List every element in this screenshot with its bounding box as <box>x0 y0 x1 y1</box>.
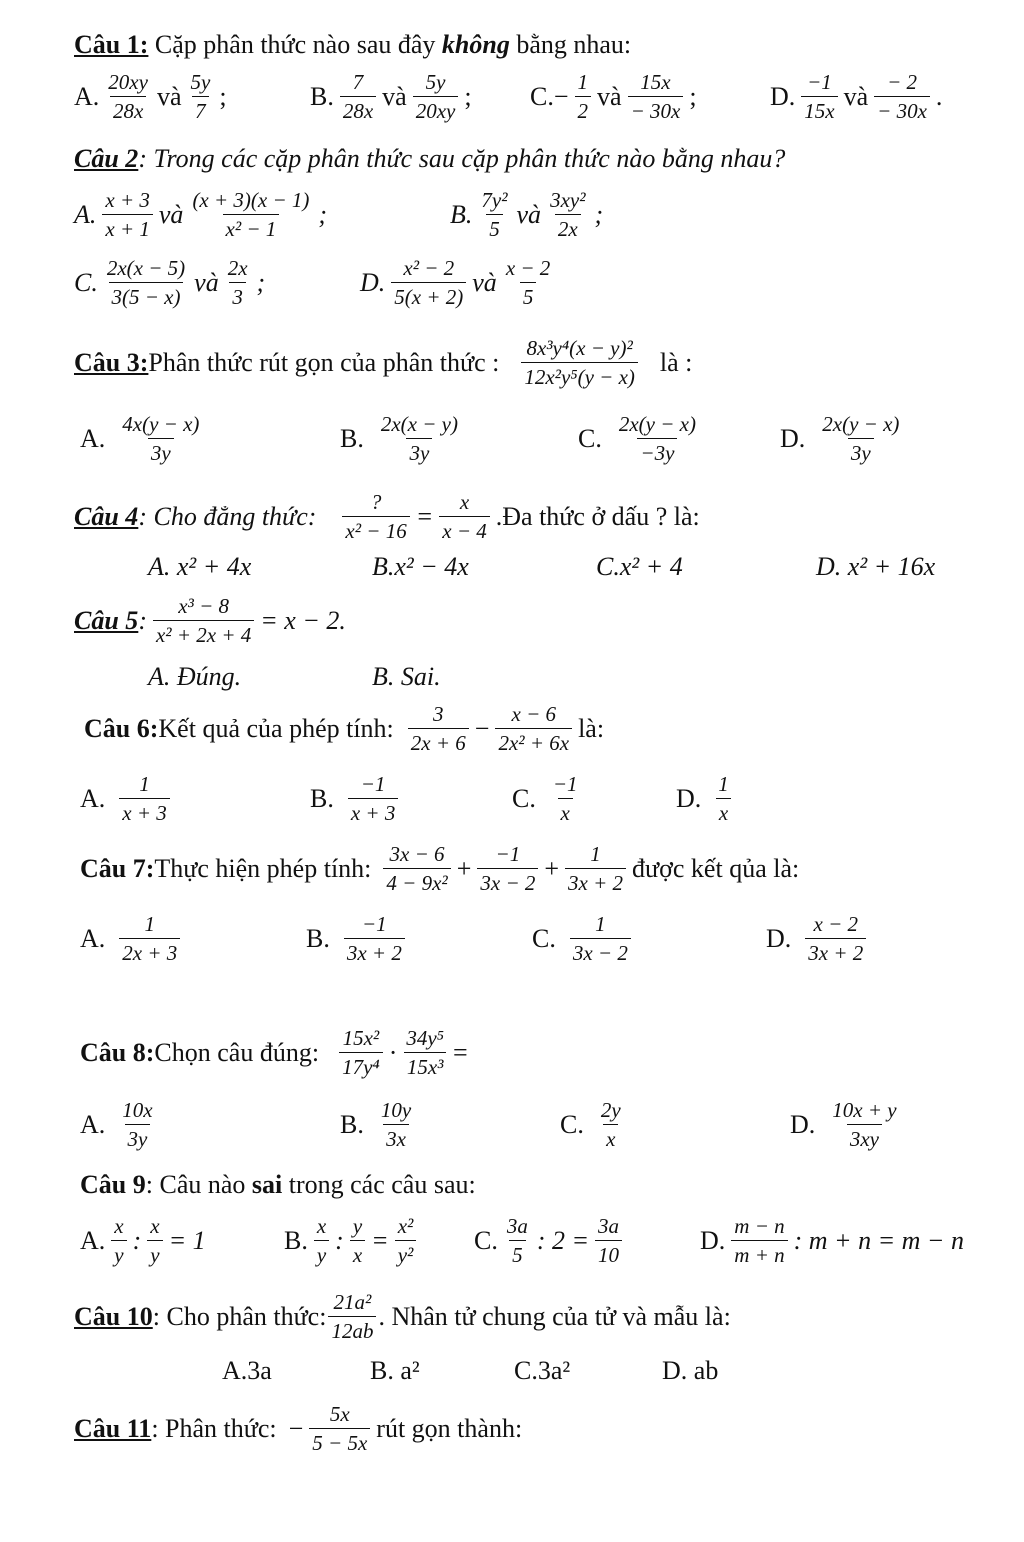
q10-option-d[interactable]: D. ab <box>662 1356 719 1385</box>
q1-option-b[interactable]: B. 7 28x và 5y 20xy ; <box>310 70 472 124</box>
q3-option-a[interactable]: A. 4x(y − x) 3y <box>80 412 200 466</box>
q8-option-a[interactable]: A. 10x 3y <box>80 1098 153 1152</box>
q5-option-a[interactable]: A. Đúng. <box>148 662 242 691</box>
q1-number: Câu 1: <box>74 30 149 59</box>
question-11: Câu 11 : Phân thức: − $\frac{5x}{5 - 5x}$ rút gọn thành: <box>74 1402 523 1456</box>
question-6: Câu 6: Kết quả của phép tính: 3 2x + 6 − $\frac{x - 6}{\text{2x² + 6x}}$ là: <box>84 702 605 756</box>
question-1: Câu 1: Cặp phân thức nào sau đây không bằng nhau: <box>74 30 632 59</box>
question-3: Câu 3: Phân thức rút gọn của phân thức : 8x³y⁴(x − y)² 12x²y⁵(y − x) là : <box>74 336 693 390</box>
q4-option-a[interactable]: A. x² + 4x <box>148 552 252 581</box>
q7-option-b[interactable]: B. −1 3x + 2 <box>306 912 411 965</box>
q8-option-b[interactable]: B. 10y 3x <box>340 1098 412 1152</box>
q2-option-a[interactable]: A. x + 3 x + 1 và (x + 3)(x − 1) x² − 1 ; <box>74 188 328 242</box>
q2-option-b[interactable]: B. 7y² 5 và 3xy² 2x ; <box>450 188 604 242</box>
q4-number: Câu 4 <box>74 501 139 531</box>
q2-number: Câu 2 <box>74 144 139 173</box>
q2-option-c[interactable]: C. 2x(x − 5) 3(5 − x) và 2x 3 ; <box>74 256 266 310</box>
q9-emphasis: sai <box>251 1170 283 1199</box>
q5-option-b[interactable]: B. Sai. <box>372 662 441 691</box>
q6-option-b[interactable]: B. −1 x + 3 <box>310 772 404 825</box>
q3-option-b[interactable]: B. 2x(x − y) 3y <box>340 412 458 466</box>
q4-option-c[interactable]: C.x² + 4 <box>596 552 683 581</box>
q6-option-c[interactable]: C. −1 x <box>512 772 578 826</box>
q10-option-a[interactable]: A.3a <box>222 1356 272 1385</box>
q4-option-d[interactable]: D. x² + 16x <box>816 552 936 581</box>
q7-option-d[interactable]: D. x − 2 3x + 2 <box>766 912 872 965</box>
q9-option-a[interactable]: A. x y : $\frac{x}{y}$ = 1 <box>80 1214 206 1268</box>
q9-option-d[interactable]: D. m − n m + n : m + n = m − n <box>700 1214 964 1268</box>
q8-option-c[interactable]: C. 2y x <box>560 1098 621 1152</box>
q5-number: Câu 5 <box>74 605 139 635</box>
q10-option-b[interactable]: B. a² <box>370 1356 420 1385</box>
q6-number: Câu 6: <box>84 713 159 743</box>
question-10: Câu 10 : Cho phân thức: 21a² 12ab . Nhân tử chung của tử và mẫu là: <box>74 1290 731 1344</box>
q3-number: Câu 3: <box>74 347 149 377</box>
q6-option-a[interactable]: A. 1 x + 3 <box>80 772 176 825</box>
q1-option-a[interactable]: A. 20xy 28x và 5y 7 ; <box>74 70 227 124</box>
q6-option-d[interactable]: D. 1 x <box>676 772 738 825</box>
q1-emphasis: không <box>441 30 510 59</box>
q7-option-c[interactable]: C. 1 3x − 2 <box>532 912 637 965</box>
q7-option-a[interactable]: A. 1 2x + 3 <box>80 912 186 965</box>
q1-option-d[interactable]: D. −1 15x và − 2 − 30x . <box>770 70 943 124</box>
q1-option-c[interactable]: C. − $\frac{1}{2}$ và 15x − 30x ; <box>530 70 697 124</box>
q3-option-c[interactable]: C. 2x(y − x) −3y <box>578 412 696 466</box>
q3-option-d[interactable]: D. 2x(y − x) 3y <box>780 412 900 466</box>
q2-option-d[interactable]: D. x² − 2 5(x + 2) và x − 2 5 <box>360 256 551 310</box>
question-8: Câu 8: Chọn câu đúng: 15x² 17y⁴ · $\frac{\text{34y⁵}}{\text{15x³}}$ = <box>80 1026 468 1080</box>
q10-option-c[interactable]: C.3a² <box>514 1356 571 1385</box>
question-7: Câu 7: Thực hiện phép tính: 3x − 6 4 − 9x² + $\frac{-1}{3x - 2}$ + $\frac{1}{3x + 2}$ được kết qủa là: <box>80 842 800 896</box>
q9-option-b[interactable]: B. x y : $\frac{y}{x}$ = $\frac{\text{x²}}{\text{y²}}$ <box>284 1214 422 1267</box>
question-4: Câu 4 : Cho đẳng thức: ? x² − 16 = $\frac{x}{x - 4}$ .Đa thức ở dấu ? là: <box>74 490 700 544</box>
q4-option-b[interactable]: B.x² − 4x <box>372 552 469 581</box>
q8-number: Câu 8: <box>80 1037 155 1067</box>
q9-number: Câu 9 <box>80 1170 146 1199</box>
q9-option-c[interactable]: C. 3a 5 : 2 = $\frac{3a}{10}$ <box>474 1214 628 1267</box>
q8-option-d[interactable]: D. 10x + y 3xy <box>790 1098 897 1152</box>
question-2: Câu 2: Trong các cặp phân thức sau cặp phân thức nào bằng nhau? <box>74 144 786 173</box>
q11-number: Câu 11 <box>74 1413 152 1443</box>
question-9: Câu 9: Câu nào sai trong các câu sau: <box>80 1170 476 1199</box>
q7-number: Câu 7: <box>80 853 155 883</box>
question-5: Câu 5 : $\frac{\text{x³ − 8}}{\text{x² + 2x + 4}}$ = x − 2. <box>74 594 346 648</box>
q10-number: Câu 10 <box>74 1301 153 1331</box>
